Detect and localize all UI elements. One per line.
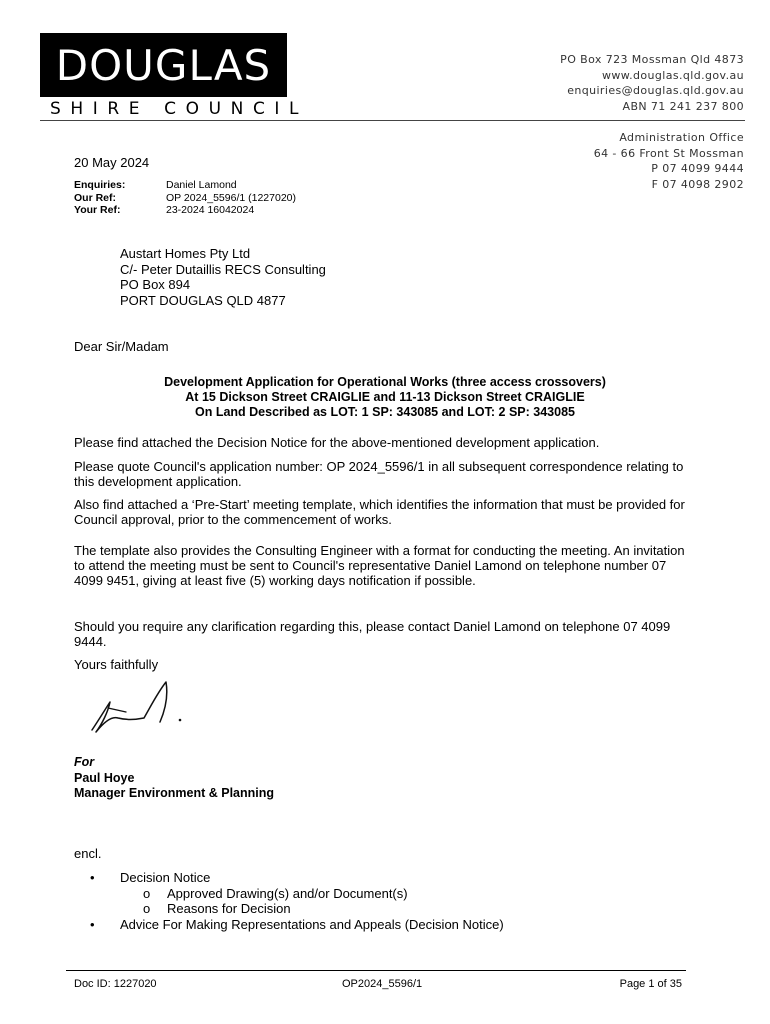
- office-address: 64 - 66 Front St Mossman: [593, 146, 744, 160]
- abn-number: ABN 71 241 237 800: [622, 99, 744, 113]
- list-item-text: Advice For Making Representations and Appeals (Decision Notice): [120, 916, 504, 932]
- ref-label: Your Ref:: [74, 204, 121, 216]
- sub-list-item-text: Reasons for Decision: [167, 901, 291, 916]
- signatory-block: [74, 755, 274, 802]
- subject-heading: [74, 375, 696, 420]
- handwritten-signature: [86, 678, 196, 738]
- footer-divider: [66, 970, 686, 971]
- subject-line: On Land Described as LOT: 1 SP: 343085 and LOT: 2 SP: 343085: [194, 405, 575, 419]
- sub-bullet-icon: o: [143, 901, 151, 916]
- logo-main-text: DOUGLAS: [55, 40, 272, 90]
- email-link[interactable]: enquiries@douglas.qld.gov.au: [567, 84, 744, 97]
- address-line: PO Box 894: [120, 277, 191, 292]
- bullet-icon: •: [90, 916, 95, 932]
- sub-list-item: [90, 886, 504, 902]
- bullet-icon: •: [90, 870, 95, 885]
- list-item: [90, 917, 504, 933]
- salutation: Dear Sir/Madam: [74, 339, 169, 354]
- office-heading: Administration Office: [619, 131, 744, 144]
- office-contact-block: [594, 130, 744, 192]
- address-line: Austart Homes Pty Ltd: [120, 246, 251, 261]
- ref-label: Our Ref:: [74, 191, 116, 204]
- footer-doc-id: Doc ID: 1227020: [74, 978, 157, 990]
- postal-address: PO Box 723 Mossman Qld 4873: [560, 53, 744, 66]
- subject-line: At 15 Dickson Street CRAIGLIE and 11-13 Dickson Street CRAIGLIE: [185, 390, 585, 404]
- body-paragraph-3: Also find attached a ‘Pre-Start’ meeting template, which identifies the information that must be provided for Council approval, prior to the commencement of works.: [74, 497, 685, 527]
- enclosures-label: encl.: [74, 846, 102, 861]
- list-item-text: Decision Notice: [120, 870, 211, 885]
- recipient-address: [120, 246, 326, 308]
- postal-contact-block: [560, 52, 744, 114]
- letter-date: 20 May 2024: [74, 155, 150, 170]
- body-paragraph-4: The template also provides the Consulting Engineer with a format for conducting the meeting. An invitation to attend the meeting must be sent to Council's representative Daniel Lamond on telephone number 07 4099 9451, giving at least five (5) working days notification if possible.: [74, 543, 685, 588]
- closing: Yours faithfully: [74, 657, 159, 672]
- ref-value: OP 2024_5596/1 (1227020): [166, 191, 296, 204]
- signatory-title: Manager Environment & Planning: [74, 786, 275, 800]
- address-line: C/- Peter Dutaillis RECS Consulting: [120, 261, 326, 277]
- sub-bullet-icon: o: [143, 885, 151, 901]
- ref-label: Enquiries:: [74, 179, 126, 191]
- office-fax: F 07 4098 2902: [651, 177, 744, 191]
- website-link[interactable]: www.douglas.qld.gov.au: [601, 68, 744, 82]
- footer-reference: OP2024_5596/1: [342, 978, 423, 990]
- ref-row-our-ref: [74, 192, 296, 205]
- ref-value: Daniel Lamond: [166, 179, 237, 191]
- signatory-name: Paul Hoye: [74, 770, 135, 785]
- logo-subtitle: SHIRE COUNCIL: [50, 99, 309, 119]
- body-paragraph-5: Should you require any clarification regarding this, please contact Daniel Lamond on telephone 07 4099 9444.: [74, 619, 671, 649]
- sub-list-item-text: Approved Drawing(s) and/or Document(s): [167, 885, 408, 901]
- footer-page-number: Page 1 of 35: [619, 978, 682, 990]
- address-line: PORT DOUGLAS QLD 4877: [120, 292, 286, 308]
- list-item: [90, 870, 504, 886]
- ref-value: 23-2024 16042024: [166, 204, 255, 216]
- council-logo: [40, 33, 287, 97]
- sub-list-item: [90, 901, 504, 917]
- body-paragraph-2: Please quote Council's application number: OP 2024_5596/1 in all subsequent correspondence relating to this development application.: [74, 459, 684, 489]
- signatory-for: For: [74, 755, 95, 769]
- subject-line: Development Application for Operational Works (three access crossovers): [164, 375, 606, 389]
- office-phone: P 07 4099 9444: [651, 162, 744, 175]
- reference-block: [74, 179, 296, 217]
- header-divider: [40, 120, 745, 121]
- enclosure-list: [90, 870, 504, 932]
- ref-row-your-ref: [74, 204, 296, 217]
- ref-row-enquiries: [74, 179, 296, 192]
- body-paragraph-1: Please find attached the Decision Notice for the above-mentioned development application.: [74, 435, 600, 450]
